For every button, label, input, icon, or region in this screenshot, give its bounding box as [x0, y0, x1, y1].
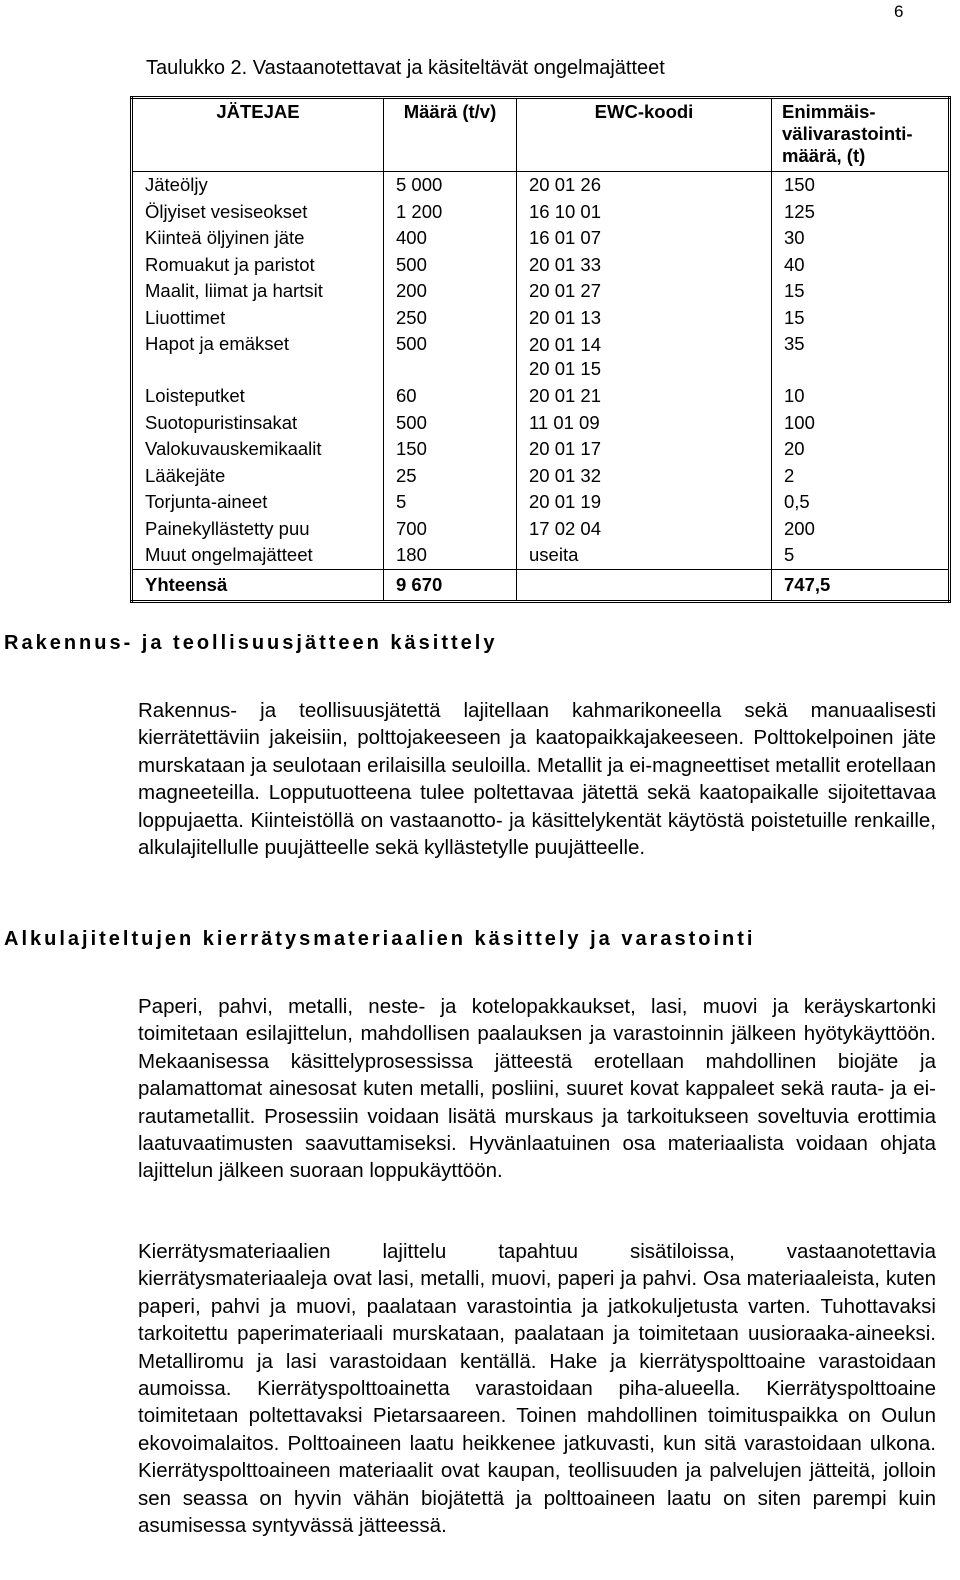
cell-maara: 250: [384, 305, 517, 332]
cell-maara: 500: [384, 410, 517, 437]
cell-enimmais: 10: [772, 383, 950, 410]
cell-maara: 150: [384, 436, 517, 463]
cell-enimmais: 0,5: [772, 489, 950, 516]
cell-ewc: 20 01 17: [517, 436, 772, 463]
table-row: [132, 542, 950, 569]
header-jatejae: JÄTEJAE: [132, 98, 384, 172]
cell-maara: 700: [384, 516, 517, 543]
cell-ewc: useita: [517, 542, 772, 569]
table-row: [132, 331, 950, 383]
cell-jae: Hapot ja emäkset: [132, 331, 384, 383]
page-number: 6: [894, 2, 904, 21]
cell-maara: 25: [384, 463, 517, 490]
cell-maara: 60: [384, 383, 517, 410]
table-total-row: [132, 569, 950, 601]
total-maara: 9 670: [384, 569, 517, 601]
total-ewc: [517, 569, 772, 601]
paragraph-rakennusjate: Rakennus- ja teollisuusjätettä lajitellaan kahmarikoneella sekä manuaalisesti kierrätettäviin jakeisiin, polttojakeeseen ja kaatopaikkajakeeseen. Polttokelpoinen jäte murskataan ja seulotaan erilaisilla seuloilla. Metallit ja ei-magneettiset metallit erotellaan magneeteilla. Lopputuotteena tulee poltettavaa jätettä sekä kaatopaikalle sijoitettavaa loppujaetta. Kiinteistöllä on vastaanotto- ja käsittelykentät käytöstä poistetuille renkaille, alkulajitellulle puujätteelle sekä kyllästetylle puujätteelle.: [138, 699, 936, 860]
cell-jae: Liuottimet: [132, 305, 384, 332]
table-row: [132, 172, 950, 199]
total-enimmais: 747,5: [772, 569, 950, 601]
table-row: [132, 516, 950, 543]
cell-jae: Painekyllästetty puu: [132, 516, 384, 543]
cell-maara: 200: [384, 278, 517, 305]
cell-ewc: 20 01 14 20 01 15: [517, 331, 772, 383]
cell-ewc: 11 01 09: [517, 410, 772, 437]
cell-ewc: 20 01 21: [517, 383, 772, 410]
table-row: [132, 436, 950, 463]
section-heading-kierratysmateriaalit: Alkulajiteltujen kierrätysmateriaalien käsittely ja varastointi: [4, 928, 756, 950]
table-header-row: [132, 98, 950, 172]
table-row: [132, 278, 950, 305]
table-row: [132, 252, 950, 279]
cell-enimmais: 20: [772, 436, 950, 463]
cell-enimmais: 100: [772, 410, 950, 437]
cell-maara: 5: [384, 489, 517, 516]
cell-enimmais: 125: [772, 199, 950, 226]
cell-ewc: 20 01 26: [517, 172, 772, 199]
cell-ewc: 20 01 33: [517, 252, 772, 279]
section-heading-rakennusjate: Rakennus- ja teollisuusjätteen käsittely: [4, 632, 498, 654]
cell-jae: Kiinteä öljyinen jäte: [132, 225, 384, 252]
table-row: [132, 410, 950, 437]
cell-enimmais: 15: [772, 305, 950, 332]
hazardous-waste-table: [130, 96, 951, 603]
cell-ewc: 16 01 07: [517, 225, 772, 252]
cell-enimmais: 15: [772, 278, 950, 305]
paragraph-kierratys-1: Paperi, pahvi, metalli, neste- ja kotelopakkaukset, lasi, muovi ja keräyskartonki toimitetaan esilajittelun, mahdollisen paalauksen ja varastoinnin jälkeen hyötykäyttöön. Mekaanisessa käsittelyprosessissa jätteestä erotellaan mahdollinen biojäte ja palamattomat ainesosat kuten metalli, posliini, suuret kovat kappaleet sekä rauta- ja ei-rautametallit. Prosessiin voidaan lisätä murskaus ja tarkoitukseen soveltuvia erottimia laatuvaatimusten saavuttamiseksi. Hyvänlaatuinen osa materiaalista voidaan ohjata lajittelun jälkeen suoraan loppukäyttöön.: [138, 995, 936, 1183]
cell-ewc: 20 01 13: [517, 305, 772, 332]
cell-ewc: 20 01 32: [517, 463, 772, 490]
header-maara: Määrä (t/v): [384, 98, 517, 172]
cell-enimmais: 30: [772, 225, 950, 252]
cell-enimmais: 2: [772, 463, 950, 490]
cell-enimmais: 150: [772, 172, 950, 199]
cell-jae: Romuakut ja paristot: [132, 252, 384, 279]
cell-ewc: 20 01 19: [517, 489, 772, 516]
cell-jae: Muut ongelmajätteet: [132, 542, 384, 569]
cell-maara: 180: [384, 542, 517, 569]
cell-maara: 400: [384, 225, 517, 252]
table-row: [132, 383, 950, 410]
table-row: [132, 489, 950, 516]
cell-ewc: 17 02 04: [517, 516, 772, 543]
paragraph-kierratys-2: Kierrätysmateriaalien lajittelu tapahtuu sisätiloissa, vastaanotettavia kierrätysmateriaaleja ovat lasi, metalli, muovi, paperi ja pahvi. Osa materiaaleista, kuten paperi, pahvi ja muovi, paalataan varastointia ja jatkokuljetusta varten. Tuhottavaksi tarkoitettu paperimateriaali murskataan, paalataan ja toimitetaan uusioraaka-aineeksi. Metalliromu ja lasi varastoidaan kentällä. Hake ja kierrätyspolttoaine varastoidaan aumoissa. Kierrätyspolttoainetta varastoidaan piha-alueella. Kierrätyspolttoaine toimitetaan poltettavaksi Pietarsaareen. Toinen mahdollinen toimituspaikka on Oulun ekovoimalaitos. Polttoaineen laatu heikkenee jatkuvasti, kun sitä varastoidaan ulkona. Kierrätyspolttoaineen materiaalit ovat kaupan, teollisuuden ja palvelujen jätteitä, jolloin sen seassa on hyvin vähän biojätettä ja polttoaineen laatu on siten parempi kuin asumisessa syntyvässä jätteessä.: [138, 1240, 936, 1538]
cell-ewc: 20 01 27: [517, 278, 772, 305]
cell-jae: Valokuvauskemikaalit: [132, 436, 384, 463]
table-body: [132, 172, 950, 570]
cell-enimmais: 35: [772, 331, 950, 383]
total-label: Yhteensä: [132, 569, 384, 601]
cell-enimmais: 200: [772, 516, 950, 543]
cell-enimmais: 40: [772, 252, 950, 279]
header-enimmais: Enimmäis-välivarastointi-määrä, (t): [772, 98, 950, 172]
cell-jae: Suotopuristinsakat: [132, 410, 384, 437]
cell-enimmais: 5: [772, 542, 950, 569]
cell-jae: Jäteöljy: [132, 172, 384, 199]
cell-maara: 500: [384, 252, 517, 279]
cell-maara: 5 000: [384, 172, 517, 199]
table-row: [132, 225, 950, 252]
cell-maara: 1 200: [384, 199, 517, 226]
table-row: [132, 463, 950, 490]
table-row: [132, 305, 950, 332]
table-row: [132, 199, 950, 226]
cell-jae: Torjunta-aineet: [132, 489, 384, 516]
cell-jae: Maalit, liimat ja hartsit: [132, 278, 384, 305]
header-ewc: EWC-koodi: [517, 98, 772, 172]
table-caption: Taulukko 2. Vastaanotettavat ja käsiteltävät ongelmajätteet: [146, 57, 665, 79]
cell-maara: 500: [384, 331, 517, 383]
cell-jae: Öljyiset vesiseokset: [132, 199, 384, 226]
cell-jae: Lääkejäte: [132, 463, 384, 490]
cell-ewc: 16 10 01: [517, 199, 772, 226]
cell-jae: Loisteputket: [132, 383, 384, 410]
